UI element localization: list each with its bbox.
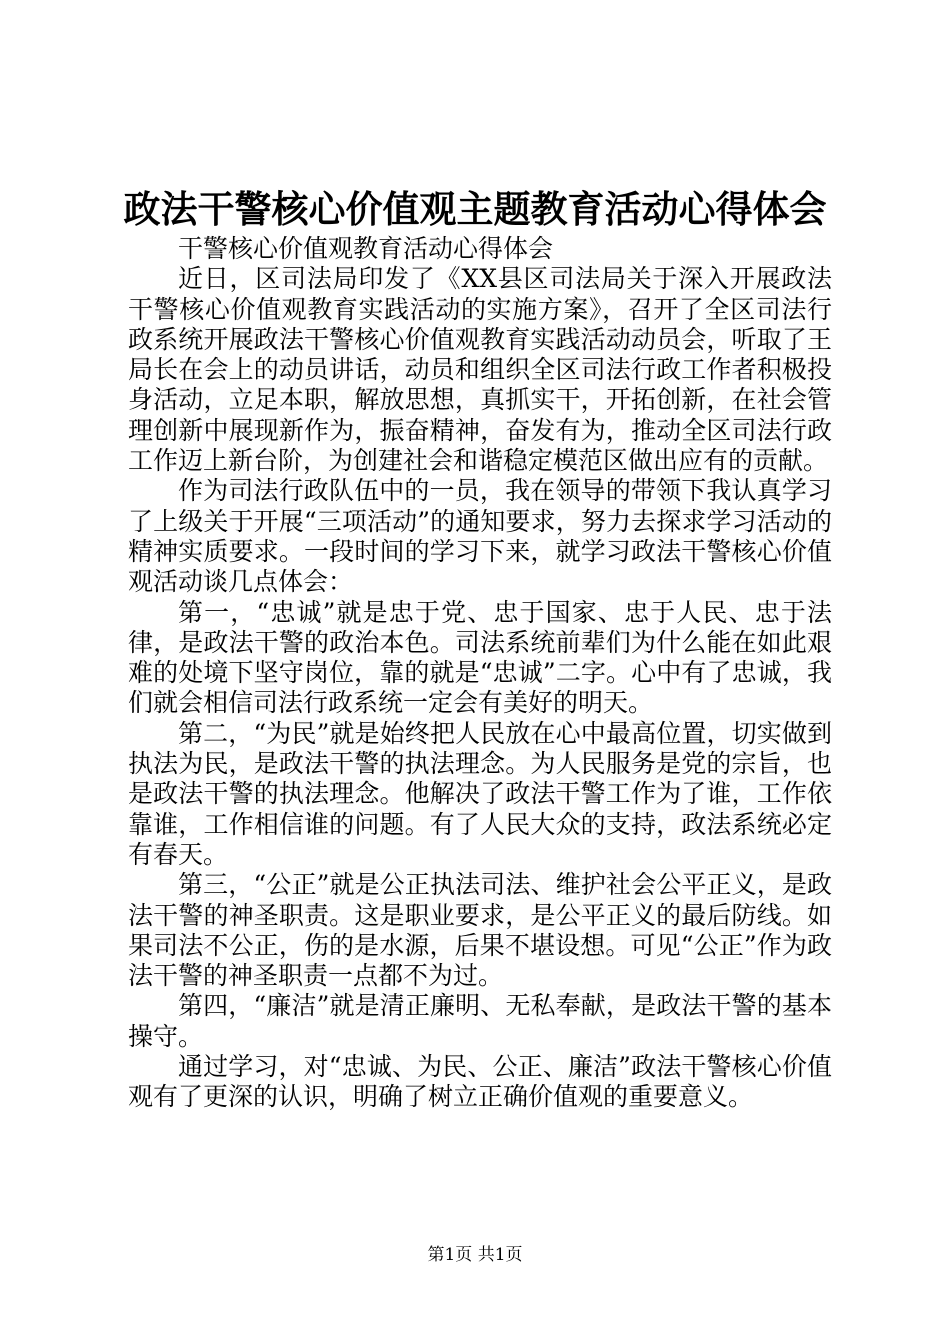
page-number-footer: 第1页 共1页 bbox=[427, 1245, 523, 1265]
document-title: 政法干警核心价值观主题教育活动心得体会 bbox=[123, 187, 827, 231]
body-paragraph: 通过学习，对“忠诚、为民、公正、廉洁”政法干警核心价值观有了更深的认识，明确了树立正确价值观的重要意义。 bbox=[128, 1052, 832, 1112]
body-paragraph: 第三，“公正”就是公正执法司法、维护社会公平正义，是政法干警的神圣职责。这是职业要求，是公平正义的最后防线。如果司法不公正，伤的是水源，后果不堪设想。可见“公正”作为政法干警的神圣职责一点都不为过。 bbox=[128, 870, 832, 991]
body-paragraph: 第一，“忠诚”就是忠于党、忠于国家、忠于人民、忠于法律，是政法干警的政治本色。司法系统前辈们为什么能在如此艰难的处境下坚守岗位，靠的就是“忠诚”二字。心中有了忠诚，我们就会相信司法行政系统一定会有美好的明天。 bbox=[128, 597, 832, 718]
body-paragraph: 第二，“为民”就是始终把人民放在心中最高位置，切实做到执法为民，是政法干警的执法理念。为人民服务是党的宗旨，也是政法干警的执法理念。他解决了政法干警工作为了谁，工作依靠谁，工作相信谁的问题。有了人民大众的支持，政法系统必定有春天。 bbox=[128, 718, 832, 869]
body-paragraph: 近日，区司法局印发了《XX县区司法局关于深入开展政法干警核心价值观教育实践活动的实施方案》，召开了全区司法行政系统开展政法干警核心价值观教育实践活动动员会，听取了王局长在会上的动员讲话，动员和组织全区司法行政工作者积极投身活动，立足本职，解放思想，真抓实干，开拓创新，在社会管理创新中展现新作为，振奋精神，奋发有为，推动全区司法行政工作迈上新台阶，为创建社会和谐稳定模范区做出应有的贡献。 bbox=[128, 264, 832, 476]
body-paragraph: 第四，“廉洁”就是清正廉明、无私奉献，是政法干警的基本操守。 bbox=[128, 991, 832, 1051]
body-paragraph: 作为司法行政队伍中的一员，我在领导的带领下我认真学习了上级关于开展“三项活动”的通知要求，努力去探求学习活动的精神实质要求。一段时间的学习下来，就学习政法干警核心价值观活动谈几点体会： bbox=[128, 476, 832, 597]
subtitle-paragraph: 干警核心价值观教育活动心得体会 bbox=[178, 234, 554, 263]
document-body bbox=[128, 234, 832, 1113]
